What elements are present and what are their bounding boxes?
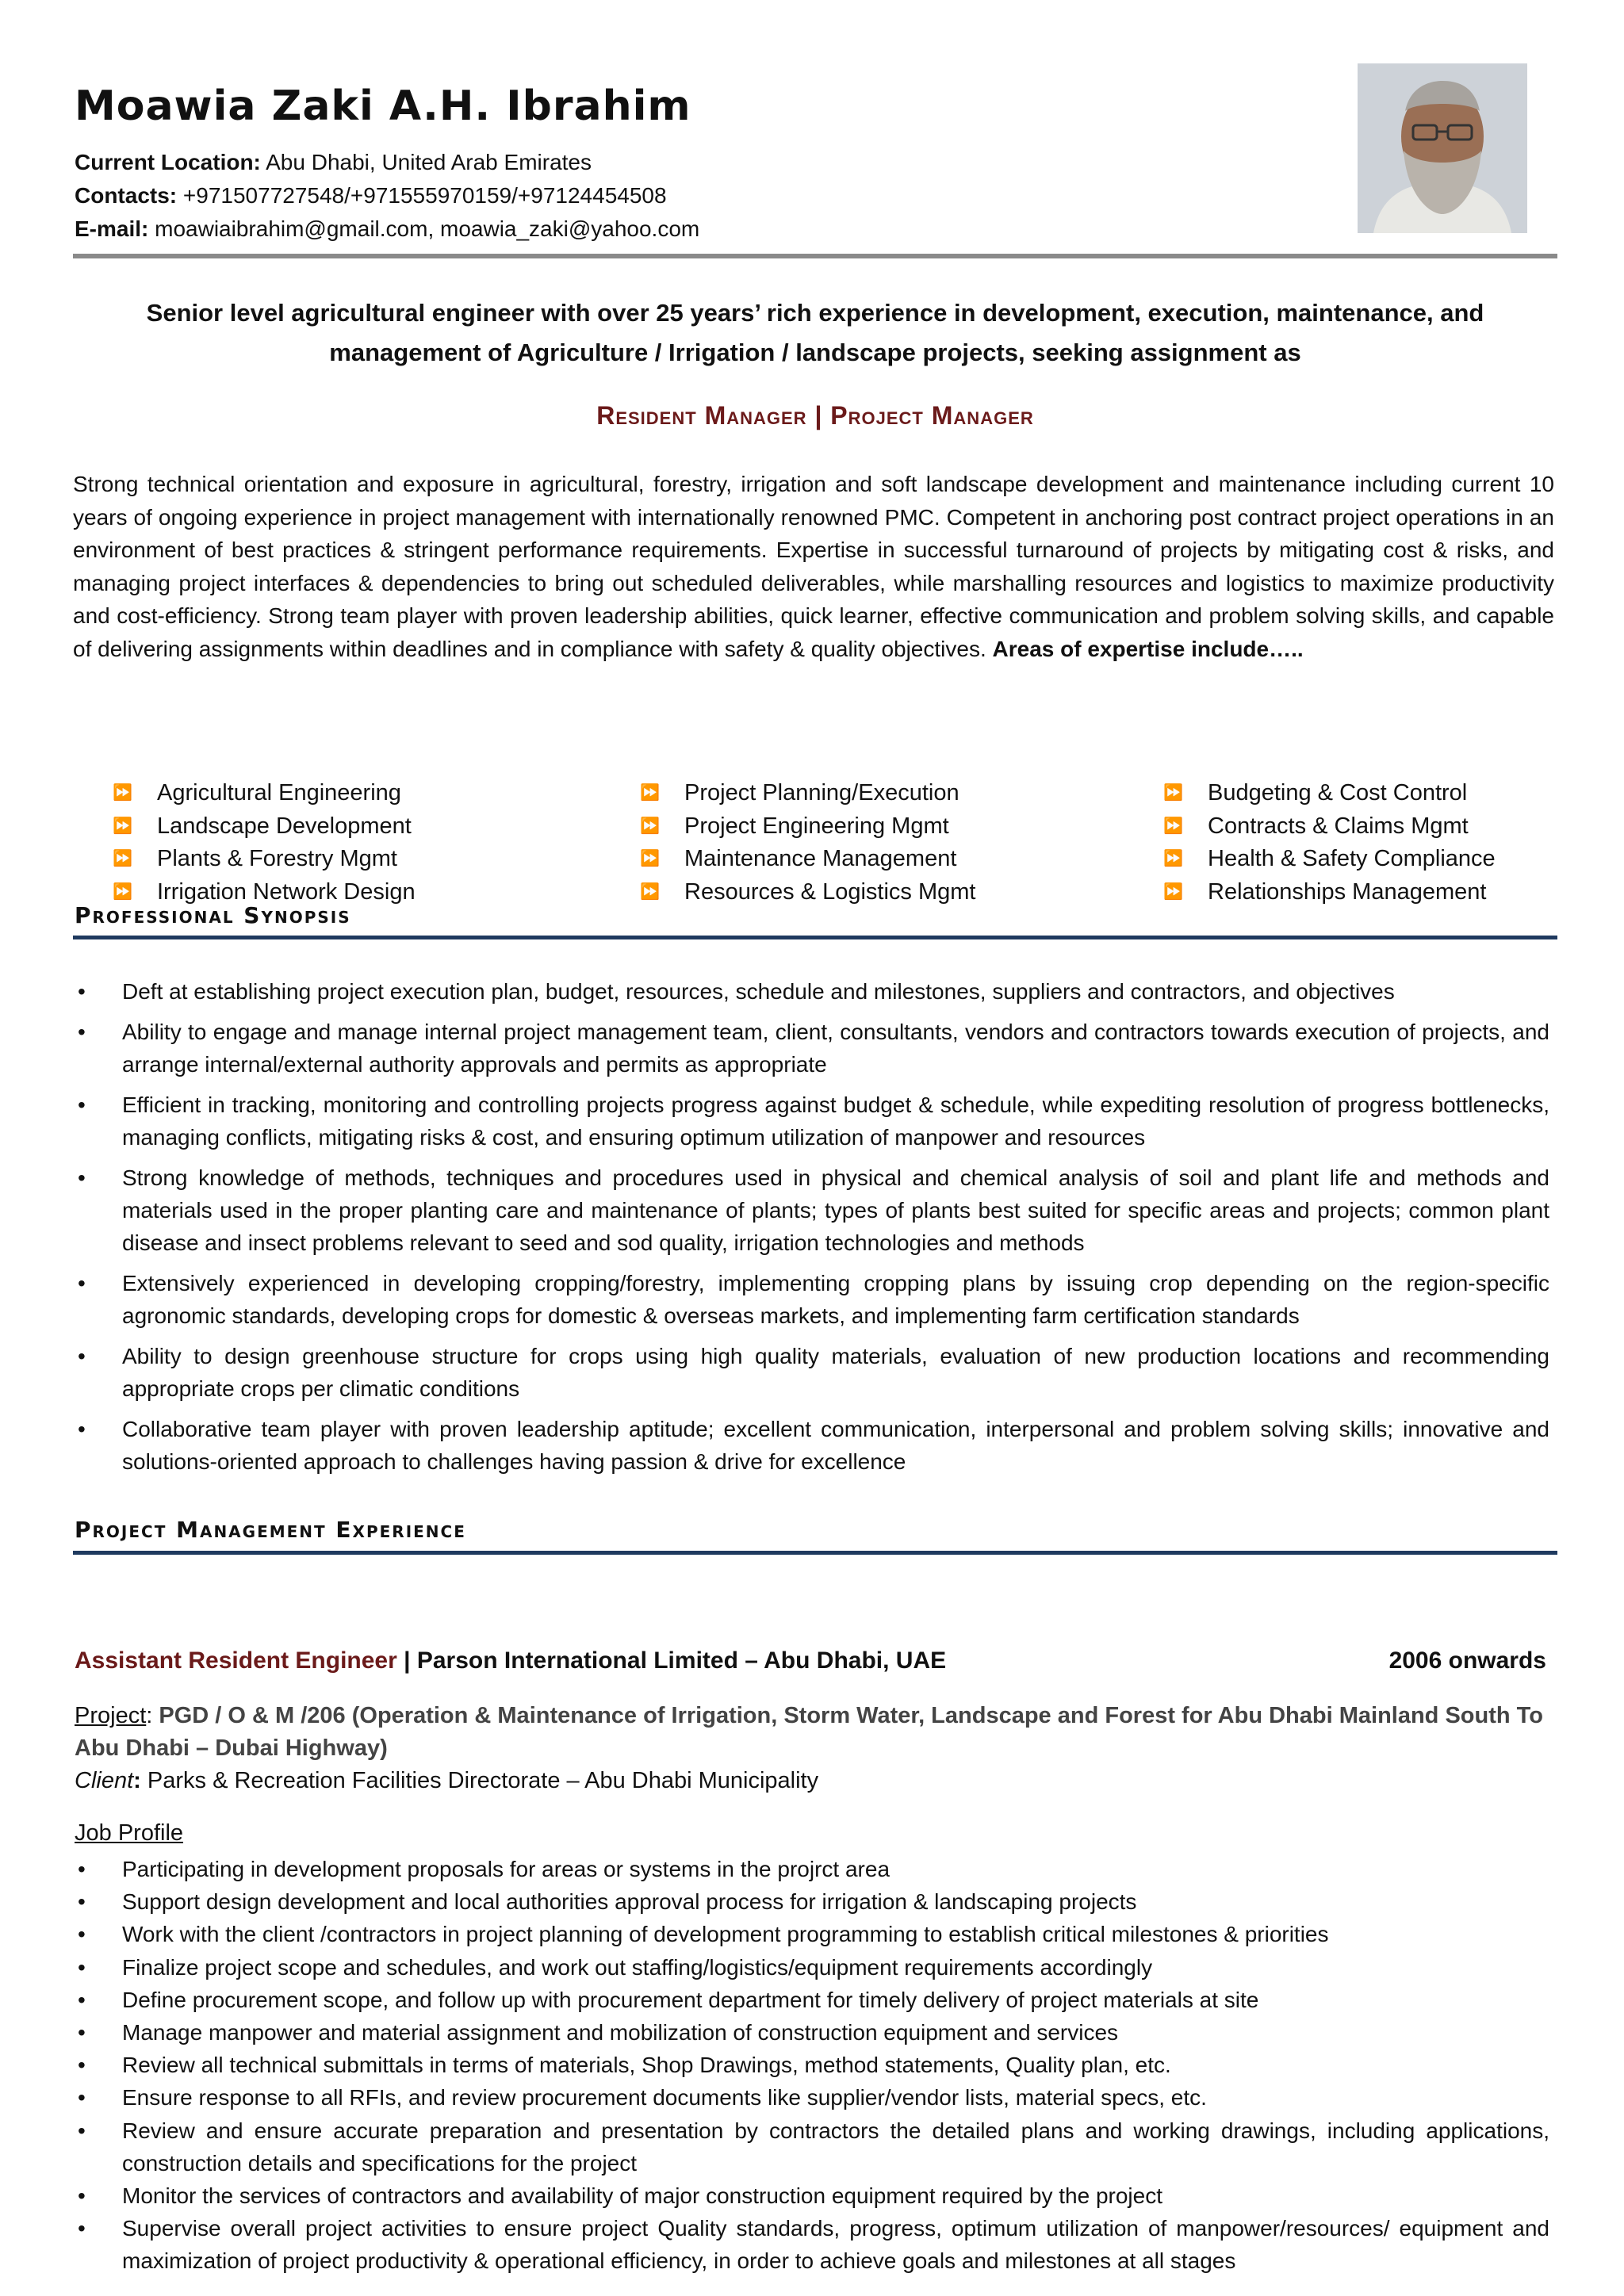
bullet-icon: • [78, 1857, 86, 1881]
bullet-icon: • [78, 1344, 86, 1368]
job-item [73, 2081, 1549, 2114]
skill-label: Resources & Logistics Mgmt [684, 878, 976, 905]
double-arrow-icon: ⏩ [1163, 784, 1183, 802]
skill-label: Maintenance Management [684, 846, 957, 871]
experience-section-rule [73, 1551, 1557, 1555]
job-profile-list [73, 1853, 1549, 2278]
synopsis-item-text: Ability to design greenhouse structure for crops using high quality materials, evaluation of new production locations and recommending appropriate crops per climatic conditions [122, 1344, 1549, 1401]
bullet-icon: • [78, 1954, 86, 1980]
location-value: Abu Dhabi, United Arab Emirates [266, 150, 592, 174]
role-line [75, 1647, 1546, 1674]
job-item-text: Supervise overall project activities to ensure project Quality standards, progress, optimum utilization of manpower/resources/ equipment and maximization of project productivity & operational efficiency, in order to achieve goals and milestones at all stages [122, 2216, 1549, 2274]
bullet-icon: • [78, 1417, 86, 1441]
double-arrow-icon: ⏩ [113, 882, 132, 901]
project-line: Project: PGD / O & M /206 (Operation & Maintenance of Irrigation, Storm Water, Landscape and Forest for Abu Dhabi Mainland South To Abu Dhabi – Dubai Highway) [75, 1703, 1543, 1761]
bullet-icon: • [78, 1922, 86, 1947]
synopsis-item [73, 1161, 1549, 1259]
client-label: Client [75, 1768, 134, 1793]
skill-item [640, 810, 1163, 844]
job-item [73, 1984, 1549, 2016]
synopsis-item [73, 1413, 1549, 1478]
synopsis-item [73, 1340, 1549, 1405]
synopsis-list [73, 975, 1549, 1486]
double-arrow-icon: ⏩ [1163, 850, 1183, 867]
location-line [75, 146, 1557, 179]
intro-bold-text: Areas of expertise include….. [992, 636, 1304, 661]
job-item [73, 2049, 1549, 2081]
company-name: | Parson International Limited – Abu Dhabi, UAE [396, 1647, 947, 1674]
double-arrow-icon: ⏩ [640, 882, 660, 901]
job-item [73, 1918, 1549, 1950]
role-title: Assistant Resident Engineer [75, 1647, 397, 1674]
skill-label: Irrigation Network Design [157, 878, 416, 905]
skill-label: Contracts & Claims Mgmt [1208, 813, 1469, 839]
skill-label: Budgeting & Cost Control [1208, 780, 1468, 806]
bullet-icon: • [78, 2216, 86, 2241]
synopsis-item-text: Efficient in tracking, monitoring and controlling projects progress against budget & schedule, while expediting resolution of progress bottlenecks, managing conflicts, mitigating risks & cost, and ensuring optimum utilization of manpower and resources [122, 1093, 1549, 1150]
location-label: Current Location: [75, 150, 261, 174]
email-line [75, 212, 1557, 246]
synopsis-item [73, 1089, 1549, 1154]
email-value: moawiaibrahim@gmail.com, moawia_zaki@yahoo.com [155, 216, 700, 241]
double-arrow-icon: ⏩ [1163, 882, 1183, 901]
project-label: Project [75, 1703, 147, 1728]
double-arrow-icon: ⏩ [640, 817, 660, 835]
skill-item [113, 777, 640, 810]
job-item [73, 1951, 1549, 1984]
summary-headline-line-1: Senior level agricultural engineer with over 25 years’ rich experience in development, execution, maintenance, and [146, 299, 1484, 327]
bullet-icon: • [78, 1271, 86, 1295]
job-item-text: Review and ensure accurate preparation and presentation by contractors the detailed plans and working drawings, including applications, construction details and specifications for the project [122, 2118, 1549, 2175]
bullet-icon: • [78, 979, 86, 1004]
project-name: PGD / O & M /206 (Operation & Maintenance of Irrigation, Storm Water, Landscape and Forest for Abu Dhabi Mainland South To Abu Dhabi – Dubai Highway) [75, 1703, 1543, 1761]
job-item-text: Finalize project scope and schedules, and work out staffing/logistics/equipment requirements accordingly [122, 1954, 1153, 1980]
skill-item [640, 843, 1163, 876]
contacts-value: +971507727548/+971555970159/+97124454508 [182, 183, 667, 208]
contacts-label: Contacts: [75, 183, 178, 208]
experience-section-title: Project Management Experience [75, 1517, 466, 1543]
job-item-text: Participating in development proposals for areas or systems in the projrct area [122, 1857, 891, 1881]
skill-item [1163, 876, 1557, 909]
synopsis-item-text: Extensively experienced in developing cropping/forestry, implementing cropping plans by issuing crop depending on the region-specific agronomic standards, developing crops for domestic & overseas markets, and implementing farm certification standards [122, 1271, 1549, 1328]
bullet-icon: • [78, 1093, 86, 1117]
job-item [73, 2179, 1549, 2212]
synopsis-item [73, 1016, 1549, 1081]
target-role: Resident Manager | Project Manager [596, 401, 1034, 430]
job-item-text: Work with the client /contractors in project planning of development programming to establish critical milestones & priorities [122, 1922, 1329, 1947]
synopsis-item-text: Deft at establishing project execution plan, budget, resources, schedule and milestones, suppliers and contractors, and objectives [122, 979, 1395, 1004]
job-profile-heading: Job Profile [75, 1820, 184, 1846]
job-item [73, 2114, 1549, 2179]
skill-item [1163, 810, 1557, 844]
job-item-text: Monitor the services of contractors and availability of major construction equipment required by the project [122, 2183, 1162, 2209]
skill-item [113, 810, 640, 844]
expertise-grid [113, 777, 1557, 909]
bullet-icon: • [78, 2085, 86, 2110]
double-arrow-icon: ⏩ [640, 784, 660, 802]
skill-item [640, 777, 1163, 810]
skill-label: Landscape Development [157, 813, 412, 839]
email-label: E-mail: [75, 216, 149, 241]
job-item [73, 1853, 1549, 1885]
bullet-icon: • [78, 2053, 86, 2078]
skill-item [1163, 777, 1557, 810]
bullet-icon: • [78, 1165, 86, 1190]
job-item [73, 2212, 1549, 2277]
job-item [73, 1885, 1549, 1918]
job-item-text: Ensure response to all RFIs, and review procurement documents like supplier/vendor lists, material specs, etc. [122, 2085, 1207, 2110]
intro-paragraph [73, 468, 1554, 665]
candidate-name: Moawia Zaki A.H. Ibrahim [75, 82, 691, 130]
job-item-text: Define procurement scope, and follow up with procurement department for timely delivery of project materials at site [122, 1987, 1259, 2012]
client-line: Client: Parks & Recreation Facilities Directorate – Abu Dhabi Municipality [75, 1768, 819, 1793]
skill-label: Project Engineering Mgmt [684, 813, 949, 839]
bullet-icon: • [78, 2020, 86, 2045]
job-item-text: Support design development and local authorities approval process for irrigation & landscaping projects [122, 1889, 1137, 1915]
skill-label: Relationships Management [1208, 878, 1487, 905]
bullet-icon: • [78, 1020, 86, 1044]
resume-page [73, 63, 1557, 2274]
summary-headline [73, 293, 1557, 373]
bullet-icon: • [78, 2183, 86, 2209]
skill-item [1163, 843, 1557, 876]
double-arrow-icon: ⏩ [1163, 817, 1183, 835]
skill-item [640, 876, 1163, 909]
summary-headline-line-2: management of Agriculture / Irrigation / landscape projects, seeking assignment as [329, 339, 1301, 366]
skill-label: Health & Safety Compliance [1208, 846, 1496, 871]
double-arrow-icon: ⏩ [640, 850, 660, 867]
synopsis-item [73, 1267, 1549, 1332]
skill-label: Project Planning/Execution [684, 780, 959, 806]
intro-text: Strong technical orientation and exposure in agricultural, forestry, irrigation and soft landscape development and maintenance including current 10 years of ongoing experience in project management with internationally renowned PMC. Competent in anchoring post contract project operations in an environment of best practices & stringent performance requirements. Expertise in successful turnaround of projects by mitigating cost & risks, and managing project interfaces & dependencies to bring out scheduled deliverables, while marshalling resources and logistics to maximize productivity and cost-efficiency. Strong team player with proven leadership abilities, quick learner, effective communication and problem solving skills, and capable of delivering assignments within deadlines and in compliance with safety & quality objectives. [73, 472, 1554, 661]
contacts-line [75, 179, 1557, 212]
job-item-text: Review all technical submittals in terms of materials, Shop Drawings, method statements, Quality plan, etc. [122, 2053, 1171, 2078]
profile-photo [1358, 63, 1527, 233]
bullet-icon: • [78, 1987, 86, 2012]
synopsis-section-title: Professional Synopsis [75, 902, 351, 928]
synopsis-item [73, 975, 1549, 1008]
double-arrow-icon: ⏩ [113, 850, 132, 867]
synopsis-item-text: Collaborative team player with proven leadership aptitude; excellent communication, interpersonal and problem solving skills; innovative and solutions-oriented approach to challenges having passion & drive for excellence [122, 1417, 1549, 1474]
double-arrow-icon: ⏩ [113, 784, 132, 802]
header-divider [73, 254, 1557, 258]
skill-item [113, 843, 640, 876]
job-item-text: Manage manpower and material assignment and mobilization of construction equipment and services [122, 2020, 1119, 2045]
skill-label: Plants & Forestry Mgmt [157, 846, 397, 871]
job-item [73, 2016, 1549, 2049]
bullet-icon: • [78, 2118, 86, 2143]
synopsis-item-text: Ability to engage and manage internal project management team, client, consultants, vendors and contractors towards execution of projects, and arrange internal/external authority approvals and permits as appropriate [122, 1020, 1549, 1077]
double-arrow-icon: ⏩ [113, 817, 132, 835]
role-date: 2006 onwards [1388, 1647, 1546, 1674]
skill-label: Agricultural Engineering [157, 780, 401, 806]
portrait-illustration [1358, 63, 1527, 233]
client-name: Parks & Recreation Facilities Directorate – Abu Dhabi Municipality [147, 1768, 819, 1793]
synopsis-section-rule [73, 936, 1557, 939]
synopsis-item-text: Strong knowledge of methods, techniques and procedures used in physical and chemical analysis of soil and plant life and methods and materials used in the proper planting care and maintenance of plants; types of plants best suited for specific areas and projects; common plant disease and insect problems relevant to seed and sod quality, irrigation technologies and methods [122, 1165, 1549, 1255]
bullet-icon: • [78, 1889, 86, 1915]
